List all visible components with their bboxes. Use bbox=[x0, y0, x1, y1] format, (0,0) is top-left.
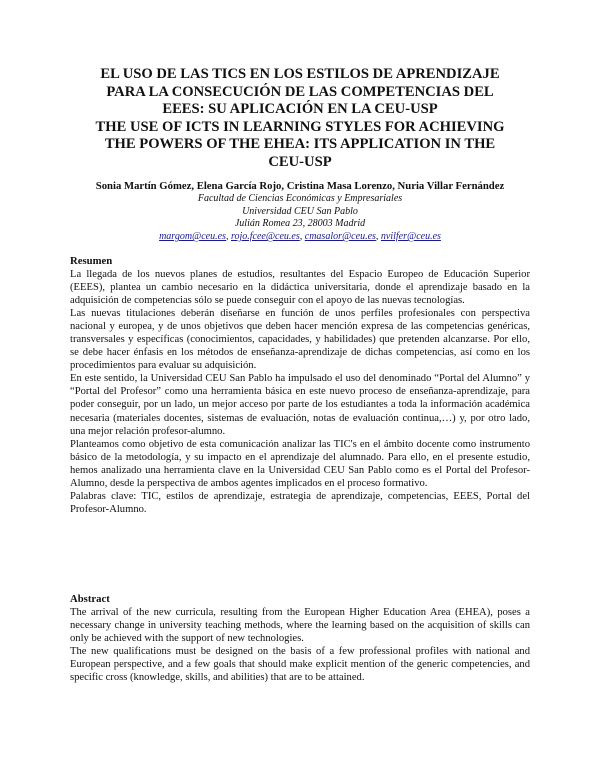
abstract-paragraph: The new qualifications must be designed on the basis of a few professional profiles with national and European perspective, and a few goals that should make explicit mention of the generic competencies, and specific cross (knowledge, skills, and abilities) that are to be attained. bbox=[70, 646, 530, 684]
resumen-body bbox=[70, 268, 530, 516]
resumen-paragraph: Planteamos como objetivo de esta comunicación analizar las TIC's en el ámbito docente como instrumento básico de la metodología, y su impacto en el aprendizaje del alumnado. Para ello, en el presente estudio, hemos analizado una herramienta clave en la Universidad CEU San Pablo como es el Portal del Profesor-Alumno, desde la perspectiva de ambos agentes implicados en el proceso formativo. bbox=[70, 438, 530, 489]
title-line: THE USE OF ICTS IN LEARNING STYLES FOR ACHIEVING bbox=[95, 118, 505, 135]
title-line: EL USO DE LAS TICS EN LOS ESTILOS DE APRENDIZAJE bbox=[100, 66, 500, 82]
title-line: EEES: SU APLICACIÓN EN LA CEU-USP bbox=[162, 101, 438, 117]
paper-title bbox=[60, 66, 540, 171]
author-list: Sonia Martín Gómez, Elena García Rojo, Cristina Masa Lorenzo, Nuria Villar Fernández bbox=[95, 180, 505, 192]
abstract-paragraph: The arrival of the new curricula, resulting from the European Higher Education Area (EHEA), poses a necessary change in university teaching methods, where the learning based on the acquisition of skills can only be achieved with the support of new technologies. bbox=[70, 607, 530, 645]
email-link[interactable]: margom@ceu.es bbox=[159, 231, 226, 242]
resumen-paragraph: Las nuevas titulaciones deberán diseñarse en función de unos perfiles profesionales con perspectiva nacional y europea, y de unos objetivos que deben hacer mención expresa de las competencias genéricas, transversales y específicas (conocimientos, capacidades, y habilidades) que pretenden alcanzarse. Por ello, se debe hacer énfasis en los métodos de enseñanza-aprendizaje de dichas competencias, así como en los procedimientos para evaluar su adquisición. bbox=[70, 308, 530, 372]
affiliation-block bbox=[60, 193, 540, 231]
affiliation-address: Julián Romea 23, 28003 Madrid bbox=[234, 218, 366, 230]
title-line: PARA LA CONSECUCIÓN DE LAS COMPETENCIAS DEL bbox=[106, 83, 494, 100]
email-link[interactable]: cmasalor@ceu.es bbox=[304, 231, 376, 242]
resumen-heading: Resumen bbox=[70, 255, 113, 267]
resumen-paragraph: La llegada de los nuevos planes de estudios, resultantes del Espacio Europeo de Educación Superior (EEES), plantea un cambio necesario en la didáctica universitaria, donde el aprendizaje basado en la adquisición de competencias sólo se puede conseguir con el apoyo de las nuevas tecnologías. bbox=[70, 269, 530, 307]
resumen-paragraph: En este sentido, la Universidad CEU San Pablo ha impulsado el uso del denominado “Portal del Alumno” y “Portal del Profesor” como una herramienta básica en este nuevo proceso de enseñanza-aprendizaje, para poder conseguir, por un lado, un mejor acceso por parte de los estudiantes a toda la información académica necesaria (materiales docentes, sistemas de evaluación, notas de evaluación continua,…) y, por otro lado, una mejor relación profesor-alumno. bbox=[70, 373, 530, 437]
email-link[interactable]: rojo.fcee@ceu.es bbox=[230, 231, 300, 242]
email-link[interactable]: nvilfer@ceu.es bbox=[380, 231, 441, 242]
email-list: margom@ceu.es, rojo.fcee@ceu.es, cmasalor@ceu.es, nvilfer@ceu.es bbox=[159, 231, 441, 242]
keywords-paragraph: Palabras clave: TIC, estilos de aprendizaje, estrategia de aprendizaje, competencias, EEES, Portal del Profesor-Alumno. bbox=[70, 490, 530, 515]
abstract-heading: Abstract bbox=[70, 593, 110, 605]
title-line: THE POWERS OF THE EHEA: ITS APPLICATION IN THE bbox=[104, 136, 496, 152]
title-line: CEU-USP bbox=[268, 153, 332, 170]
affiliation-faculty: Facultad de Ciencias Económicas y Empresariales bbox=[197, 193, 403, 204]
abstract-body bbox=[70, 606, 530, 684]
affiliation-university: Universidad CEU San Pablo bbox=[242, 205, 358, 217]
